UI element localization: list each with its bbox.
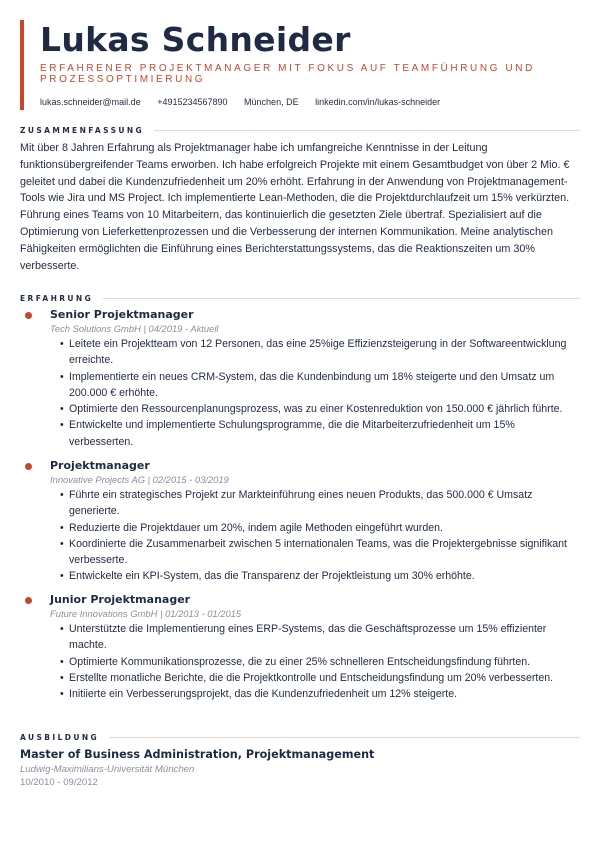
timeline-dot-icon: [25, 463, 32, 470]
contact-location: München, DE: [244, 97, 299, 107]
job-achievements: [60, 487, 580, 585]
education-dates: 10/2010 - 09/2012: [20, 777, 98, 788]
timeline-dot-icon: [25, 597, 32, 604]
job-company-dates: Innovative Projects AG | 02/2015 - 03/2019: [50, 474, 229, 485]
contact-email[interactable]: lukas.schneider@mail.de: [40, 97, 141, 107]
header-accent-bar: [20, 20, 24, 110]
section-divider: [103, 298, 580, 299]
summary-section-header: [20, 124, 580, 136]
achievement-item: • Implementierte ein neues CRM-System, das die Kundenbindung um 18% steigerte und den Umsatz um 200.000 € erhöhte.: [60, 369, 580, 402]
candidate-name: Lukas Schneider: [40, 20, 351, 59]
education-degree: Master of Business Administration, Projektmanagement: [20, 748, 375, 761]
contact-line: [40, 97, 454, 108]
achievement-item: • Führte ein strategisches Projekt zur Markteinführung eines neuen Produkts, das 500.000 € Umsatz generierte.: [60, 487, 580, 520]
education-school: Ludwig-Maximilians-Universität München: [20, 764, 195, 775]
section-divider: [109, 737, 580, 738]
job-achievements: [60, 336, 580, 450]
achievement-item: • Entwickelte ein KPI-System, das die Transparenz der Projektleistung um 30% erhöhte.: [60, 568, 580, 584]
experience-section-header: [20, 292, 580, 304]
achievement-item: • Unterstützte die Implementierung eines ERP-Systems, das die Geschäftsprozesse um 15% effizienter machte.: [60, 621, 580, 654]
education-section-title: AUSBILDUNG: [20, 732, 100, 742]
job-company-dates: Future Innovations GmbH | 01/2013 - 01/2015: [50, 608, 242, 619]
contact-linkedin[interactable]: linkedin.com/in/lukas-schneider: [315, 97, 441, 107]
achievement-item: • Erstellte monatliche Berichte, die die Projektkontrolle und Entscheidungsfindung um 20% verbesserten.: [60, 670, 580, 686]
contact-phone[interactable]: +4915234567890: [157, 97, 228, 107]
achievement-item: • Optimierte den Ressourcenplanungsprozess, was zu einer Kostenreduktion von 150.000 € jährlich führte.: [60, 401, 580, 417]
achievement-item: • Initiierte ein Verbesserungsprojekt, das die Kundenzufriedenheit um 12% steigerte.: [60, 686, 580, 702]
job-title: Junior Projektmanager: [50, 593, 191, 606]
achievement-item: • Entwickelte und implementierte Schulungsprogramme, die die Mitarbeiterzufriedenheit um 15% verbesserten.: [60, 417, 580, 450]
job-title: Senior Projektmanager: [50, 308, 194, 321]
section-divider: [154, 130, 580, 131]
achievement-item: • Optimierte Kommunikationsprozesse, die zu einer 25% schnelleren Entscheidungsfindung führten.: [60, 654, 580, 670]
summary-text: Mit über 8 Jahren Erfahrung als Projektmanager habe ich umfangreiche Kenntnisse in der Leitung funktionsübergreifender Teams erworben. Ich habe erfolgreich Projekte mit einem Gesamtbudget von über 2 Mio. € geleitet und dabei die Kundenzufriedenheit um 20% erhöht. Erfahrung in der Anwendung von Projektmanagement-Tools wie Jira und MS Project. Ich implementierte Lean-Methoden, die die Projektdurchlaufzeit um 15% verkürzten. Führung eines Teams von 10 Mitarbeitern, das kontinuierlich die gesetzten Ziele übertraf. Spezialisiert auf die Optimierung von Lieferkettenprozessen und die Verbesserung der internen Kommunikation. Meine analytischen Fähigkeiten ermöglichten die Einführung eines Berichterstattungssystems, das die Reaktionszeiten um 30% verbesserte.: [20, 142, 570, 272]
job-achievements: [60, 621, 580, 702]
candidate-headline: ERFAHRENER PROJEKTMANAGER MIT FOKUS AUF TEAMFÜHRUNG UND PROZESSOPTIMIERUNG: [40, 63, 535, 85]
experience-section-title: ERFAHRUNG: [20, 293, 94, 303]
timeline-dot-icon: [25, 312, 32, 319]
achievement-item: • Koordinierte die Zusammenarbeit zwischen 5 internationalen Teams, was die Projektergebnisse signifikant verbesserte.: [60, 536, 580, 569]
achievement-item: • Leitete ein Projektteam von 12 Personen, das eine 25%ige Effizienzsteigerung in der Softwareentwicklung erreichte.: [60, 336, 580, 369]
summary-section-title: ZUSAMMENFASSUNG: [20, 125, 145, 135]
education-section-header: [20, 731, 580, 743]
job-company-dates: Tech Solutions GmbH | 04/2019 - Aktuell: [50, 323, 219, 334]
achievement-item: • Reduzierte die Projektdauer um 20%, indem agile Methoden eingeführt wurden.: [60, 520, 580, 536]
job-title: Projektmanager: [50, 459, 150, 472]
